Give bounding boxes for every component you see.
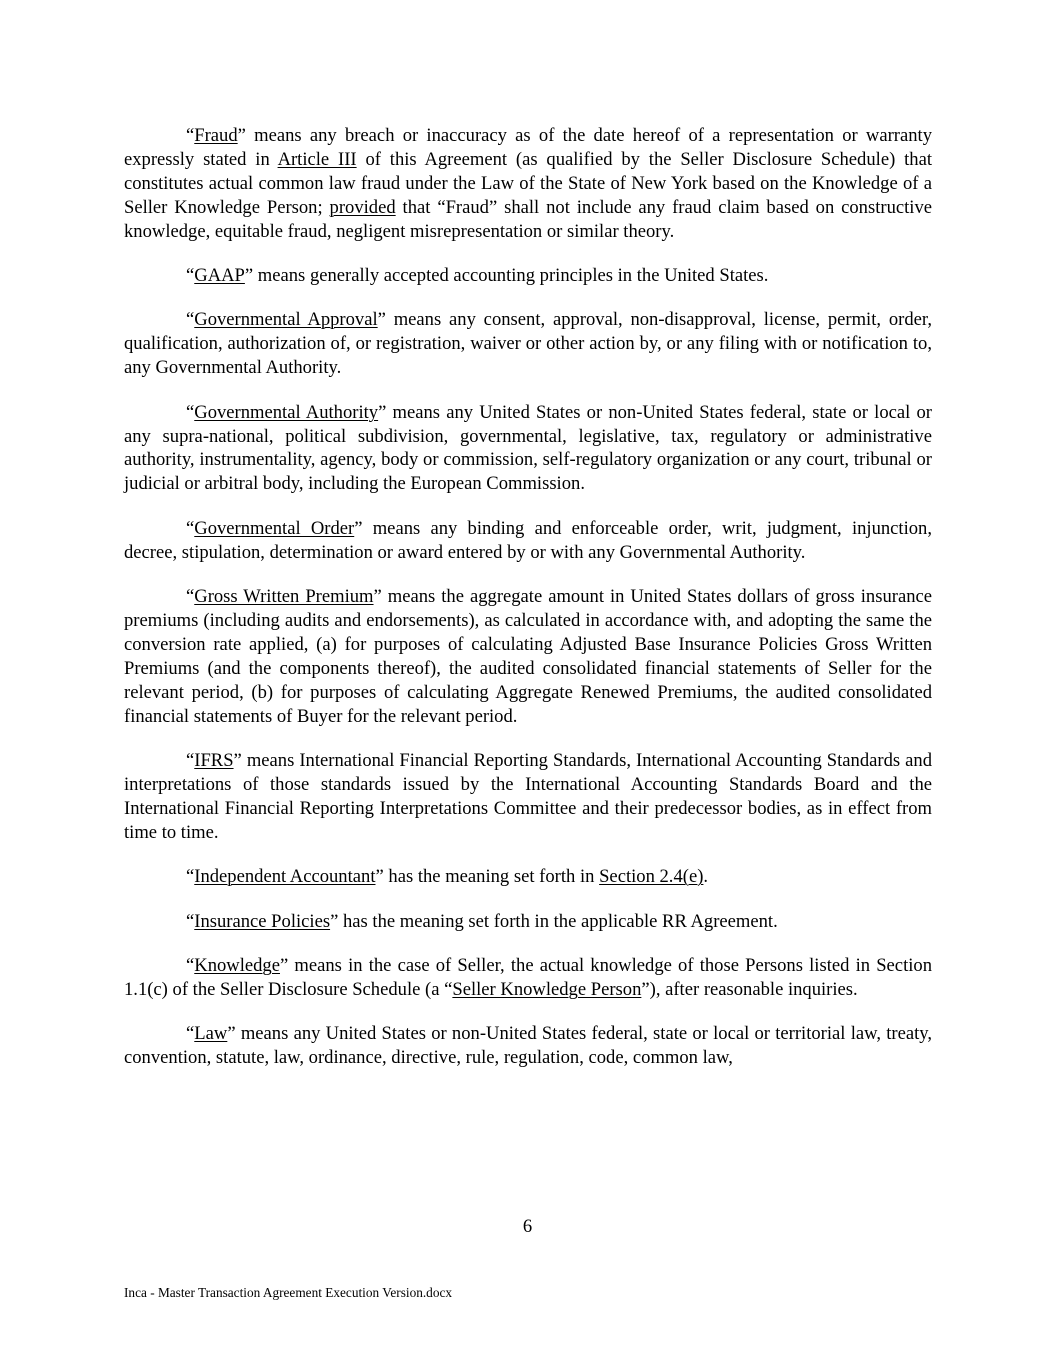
- defined-term: Governmental Approval: [194, 309, 378, 331]
- defined-term: Law: [194, 1023, 228, 1045]
- defined-term: Independent Accountant: [194, 866, 376, 888]
- definition-independent-accountant: “Independent Accountant” has the meaning set forth in Section 2.4(e).: [186, 866, 709, 888]
- defined-term: Governmental Order: [194, 517, 355, 539]
- definition-governmental-approval: “Governmental Approval” means any consent, approval, non-disapproval, license, permit, order, qualification, authorization of, or registration, waiver or other action by, or any filing with or notification to, any Governmental Authority.: [124, 309, 932, 379]
- definition-fraud: “Fraud” means any breach or inaccuracy as of the date hereof of a representation or warranty expressly stated in Article III of this Agreement (as qualified by the Seller Disclosure Schedule) that constitutes actual common law fraud under the Law of the State of New York based on the Knowledge of a Seller Knowledge Person; provided that “Fraud” shall not include any fraud claim based on constructive knowledge, equitable fraud, negligent misrepresentation or similar theory.: [124, 125, 933, 242]
- definition-governmental-authority: “Governmental Authority” means any United States or non-United States federal, state or local or any supra-national, political subdivision, governmental, legislative, tax, regulatory or administrative authority, instrumentality, agency, body or commission, self-regulatory organization or any court, tribunal or judicial or arbitral body, including the European Commission.: [124, 401, 932, 495]
- definition-governmental-order: “Governmental Order” means any binding and enforceable order, writ, judgment, injunction, decree, stipulation, determination or award entered by or with any Governmental Authority.: [124, 517, 932, 563]
- definition-ifrs: “IFRS” means International Financial Reporting Standards, International Accounting Standards and interpretations of those standards issued by the International Accounting Standards Board and the International Financial Reporting Interpretations Committee and their predecessor bodies, as in effect from time to time.: [124, 750, 932, 843]
- definition-gross-written-premium: “Gross Written Premium” means the aggregate amount in United States dollars of gross insurance premiums (including audits and endorsements), as calculated in accordance with, and adopting the same the conversion rate applied, (a) for purposes of calculating Adjusted Base Insurance Policies Gross Written Premiums (and the components thereof), the audited consolidated financial statements of Seller for the relevant period, (b) for purposes of calculating Aggregate Renewed Premiums, the audited consolidated financial statements of Buyer for the relevant period.: [124, 586, 932, 727]
- defined-term: Insurance Policies: [194, 910, 331, 932]
- cross-reference: Section 2.4(e): [599, 866, 704, 888]
- defined-term: IFRS: [194, 750, 234, 772]
- defined-term: GAAP: [194, 265, 245, 287]
- defined-term: Knowledge: [194, 954, 280, 976]
- document-footer: Inca - Master Transaction Agreement Execution Version.docx: [124, 1285, 453, 1300]
- defined-term: Gross Written Premium: [194, 586, 374, 608]
- definition-insurance-policies: “Insurance Policies” has the meaning set forth in the applicable RR Agreement.: [186, 910, 778, 932]
- document-page: [124, 124, 932, 1070]
- cross-reference: Article III: [277, 148, 357, 170]
- definition-law: “Law” means any United States or non-United States federal, state or local or territorial law, treaty, convention, statute, law, ordinance, directive, rule, regulation, code, common law,: [124, 1023, 932, 1069]
- defined-term: Governmental Authority: [194, 401, 379, 423]
- emphasis-provided: provided: [329, 196, 396, 218]
- defined-term-inline: Seller Knowledge Person: [452, 978, 642, 1000]
- page-number: 6: [522, 1216, 533, 1237]
- definition-knowledge: “Knowledge” means in the case of Seller, the actual knowledge of those Persons listed in Section 1.1(c) of the Seller Disclosure Schedule (a “Seller Knowledge Person”), after reasonable inquiries.: [124, 954, 932, 1000]
- defined-term: Fraud: [194, 125, 238, 146]
- definition-gaap: “GAAP” means generally accepted accounting principles in the United States.: [186, 265, 769, 287]
